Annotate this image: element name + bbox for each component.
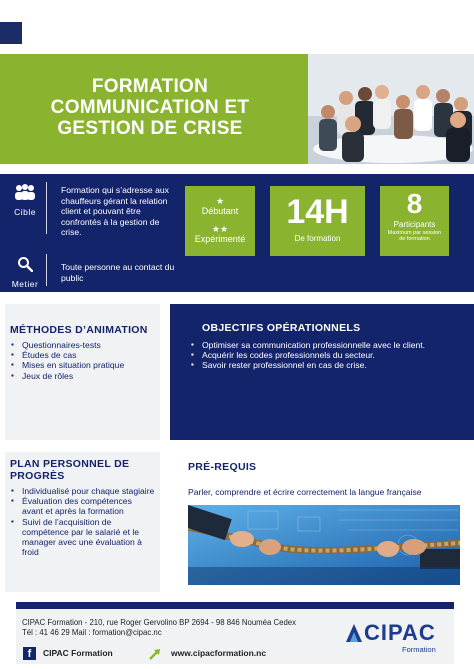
plan-list <box>10 486 155 557</box>
metier-icon-box <box>8 256 42 289</box>
prerequis-title: PRÉ-REQUIS <box>188 461 257 473</box>
methodes-title: MÉTHODES D’ANIMATION <box>10 324 148 336</box>
metier-divider <box>46 254 47 286</box>
plan-title-line-1: PLAN PERSONNEL DE <box>10 458 130 470</box>
team-meeting-photo <box>308 54 474 164</box>
footer <box>16 602 454 664</box>
methodes-list <box>10 340 158 381</box>
hours-stat-box <box>270 186 365 256</box>
logo-subtitle: Formation <box>402 645 436 654</box>
plan-section <box>5 452 160 592</box>
plan-title <box>10 458 129 482</box>
list-item: ▪ Individualisé pour chaque stagiaire <box>10 486 155 496</box>
prerequis-text: Parler, comprendre et écrire correctement la langue française <box>188 487 422 497</box>
list-item: ▪ Questionnaires-tests <box>10 340 158 350</box>
objectifs-list <box>190 340 470 371</box>
participants-subcaption: Maximum par session de formation <box>387 230 442 242</box>
arrow-icon <box>149 647 163 660</box>
level-stat-box <box>185 186 255 256</box>
objectifs-title: OBJECTIFS OPÉRATIONNELS <box>202 322 361 334</box>
contact-line: Tél : 41 46 29 Mail : formation@cipac.nc <box>22 628 162 637</box>
plan-title-line-2: PROGRÈS <box>10 470 65 482</box>
logo-mark-icon <box>344 622 364 644</box>
hours-value: 14H <box>286 193 349 231</box>
hours-caption: De formation <box>294 234 341 243</box>
magnifier-icon <box>17 256 33 272</box>
cible-text: Formation qui s’adresse aux chauffeurs gérant la relation client et pouvant être confrontés à la gestion de crise. <box>61 185 169 237</box>
list-item: ▪ Savoir rester professionnel en cas de crise. <box>190 360 470 370</box>
page-title <box>0 76 300 139</box>
footer-top-rule <box>16 602 454 609</box>
header-banner <box>0 54 474 164</box>
people-group-icon <box>13 184 37 200</box>
objectifs-section <box>170 304 474 440</box>
address-line: CIPAC Formation - 210, rue Roger Gervolino BP 2694 - 98 846 Nouméa Cedex <box>22 618 297 627</box>
list-item: ▪ Jeux de rôles <box>10 371 158 381</box>
facebook-icon[interactable]: f <box>23 647 36 660</box>
level-beginner-label: Débutant <box>201 206 239 216</box>
list-item: ▪ Études de cas <box>10 350 158 360</box>
footer-address <box>22 618 332 638</box>
list-item: ▪ Optimiser sa communication professionnelle avec le client. <box>190 340 470 350</box>
list-item: ▪ Suivi de l’acquisition de compétence par le salarié et le manager avec une évaluation à froid <box>10 517 155 558</box>
corner-accent-block <box>0 22 22 44</box>
cipac-logo <box>344 620 450 658</box>
title-line-1: FORMATION <box>91 76 209 97</box>
website-link[interactable]: www.cipacformation.nc <box>171 648 267 658</box>
level-expert-label: Expérimenté <box>194 234 246 244</box>
double-star-icon: ★★ <box>211 224 229 234</box>
participants-value: 8 <box>406 188 423 219</box>
title-line-3: GESTION DE CRISE <box>57 118 243 139</box>
list-item: ▪ Évaluation des compétences avant et après la formation <box>10 496 155 516</box>
methodes-section <box>5 304 160 440</box>
star-icon: ★ <box>215 196 225 206</box>
logo-word: CIPAC <box>364 620 436 645</box>
participants-caption: Participants <box>393 220 436 229</box>
cible-label: Cible <box>14 207 36 217</box>
title-line-2: COMMUNICATION ET <box>50 97 250 118</box>
participants-stat-box <box>380 186 449 256</box>
metier-text: Toute personne au contact du public <box>61 262 175 283</box>
cible-divider <box>46 182 47 234</box>
list-item: ▪ Acquérir les codes professionnels du secteur. <box>190 350 470 360</box>
list-item: ▪ Mises en situation pratique <box>10 360 158 370</box>
metier-label: Metier <box>11 279 39 289</box>
tug-of-war-photo <box>188 505 460 585</box>
cible-icon-box <box>8 184 42 217</box>
facebook-link[interactable]: CIPAC Formation <box>43 648 113 658</box>
